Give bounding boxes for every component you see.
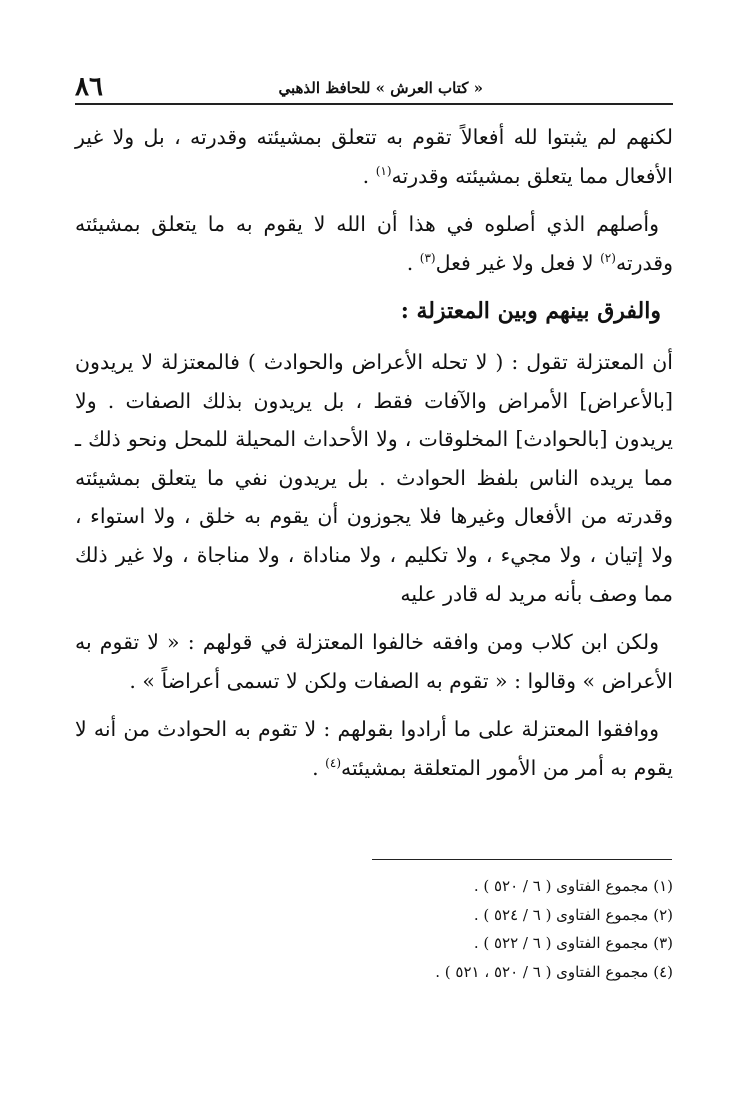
paragraph-4 [75, 623, 673, 700]
paragraph-5-end: . [312, 755, 326, 780]
paragraph-4-text: ولكن ابن كلاب ومن وافقه خالفوا المعتزلة في قولهم : « لا تقوم به الأعراض » وقالوا : « تقوم به الصفات ولكن لا تسمى أعراضاً » . [75, 630, 673, 693]
footnote-4: (٤) مجموع الفتاوى ( ٦ / ٥٢٠ ، ٥٢١ ) . [435, 962, 673, 981]
paragraph-2-text-cont: لا فعل ولا غير فعل [435, 250, 601, 275]
paragraph-2 [75, 205, 673, 282]
footnote-2: (٢) مجموع الفتاوى ( ٦ / ٥٢٤ ) . [473, 905, 673, 924]
footnote-separator [372, 859, 672, 860]
header-rule [75, 103, 673, 105]
paragraph-1 [75, 118, 673, 195]
page-header [75, 72, 673, 102]
footnote-ref-3: (٣) [419, 250, 436, 265]
paragraph-3-text: أن المعتزلة تقول : ( لا تحله الأعراض والحوادث ) فالمعتزلة لا يريدون [بالأعراض] الأمراض والآفات فقط ، بل يريدون بذلك الصفات . ولا يريدون [بالحوادث] المخلوقات ، ولا الأحداث المحيلة للمحل ونحو ذلك ـ مما يريده الناس بلفظ الحوادث . بل يريدون نفي ما يتعلق بمشيئته وقدرته من الأفعال وغيرها فلا يجوزون أن يقوم به خلق ، ولا استواء ، ولا إتيان ، ولا مجيء ، ولا تكليم ، ولا مناداة ، ولا مناجاة ، ولا غير ذلك مما وصف بأنه مريد له قادر عليه [75, 349, 673, 606]
paragraph-5 [75, 710, 673, 787]
footnote-ref-1: (١) [375, 163, 392, 178]
page-number: ٨٦ [75, 72, 103, 102]
main-text [75, 118, 673, 798]
footnote-ref-2: (٢) [600, 250, 616, 265]
paragraph-5-text: ووافقوا المعتزلة على ما أرادوا بقولهم : لا تقوم به الحوادث من أنه لا يقوم به أمر من الأمور المتعلقة بمشيئته [75, 717, 673, 780]
running-title: « كتاب العرش » للحافظ الذهبي [278, 79, 483, 97]
footnote-ref-4: (٤) [325, 756, 341, 771]
paragraph-2-end: . [406, 250, 420, 275]
footnotes [75, 872, 673, 986]
footnote-1: (١) مجموع الفتاوى ( ٦ / ٥٢٠ ) . [473, 877, 673, 895]
paragraph-1-text: لكنهم لم يثبتوا لله أفعالاً تقوم به تتعلق بمشيئته وقدرته ، بل ولا غير الأفعال مما يتعلق بمشيئته وقدرته [75, 125, 673, 188]
paragraph-3 [75, 343, 673, 613]
paragraph-1-end: . [362, 163, 376, 188]
section-heading: والفرق بينهم وبين المعتزلة : [400, 298, 661, 325]
paragraph-2-text: وأصلهم الذي أصلوه في هذا أن الله لا يقوم به ما يتعلق بمشيئته وقدرته [75, 212, 673, 275]
footnote-3: (٣) مجموع الفتاوى ( ٦ / ٥٢٢ ) . [473, 934, 673, 952]
